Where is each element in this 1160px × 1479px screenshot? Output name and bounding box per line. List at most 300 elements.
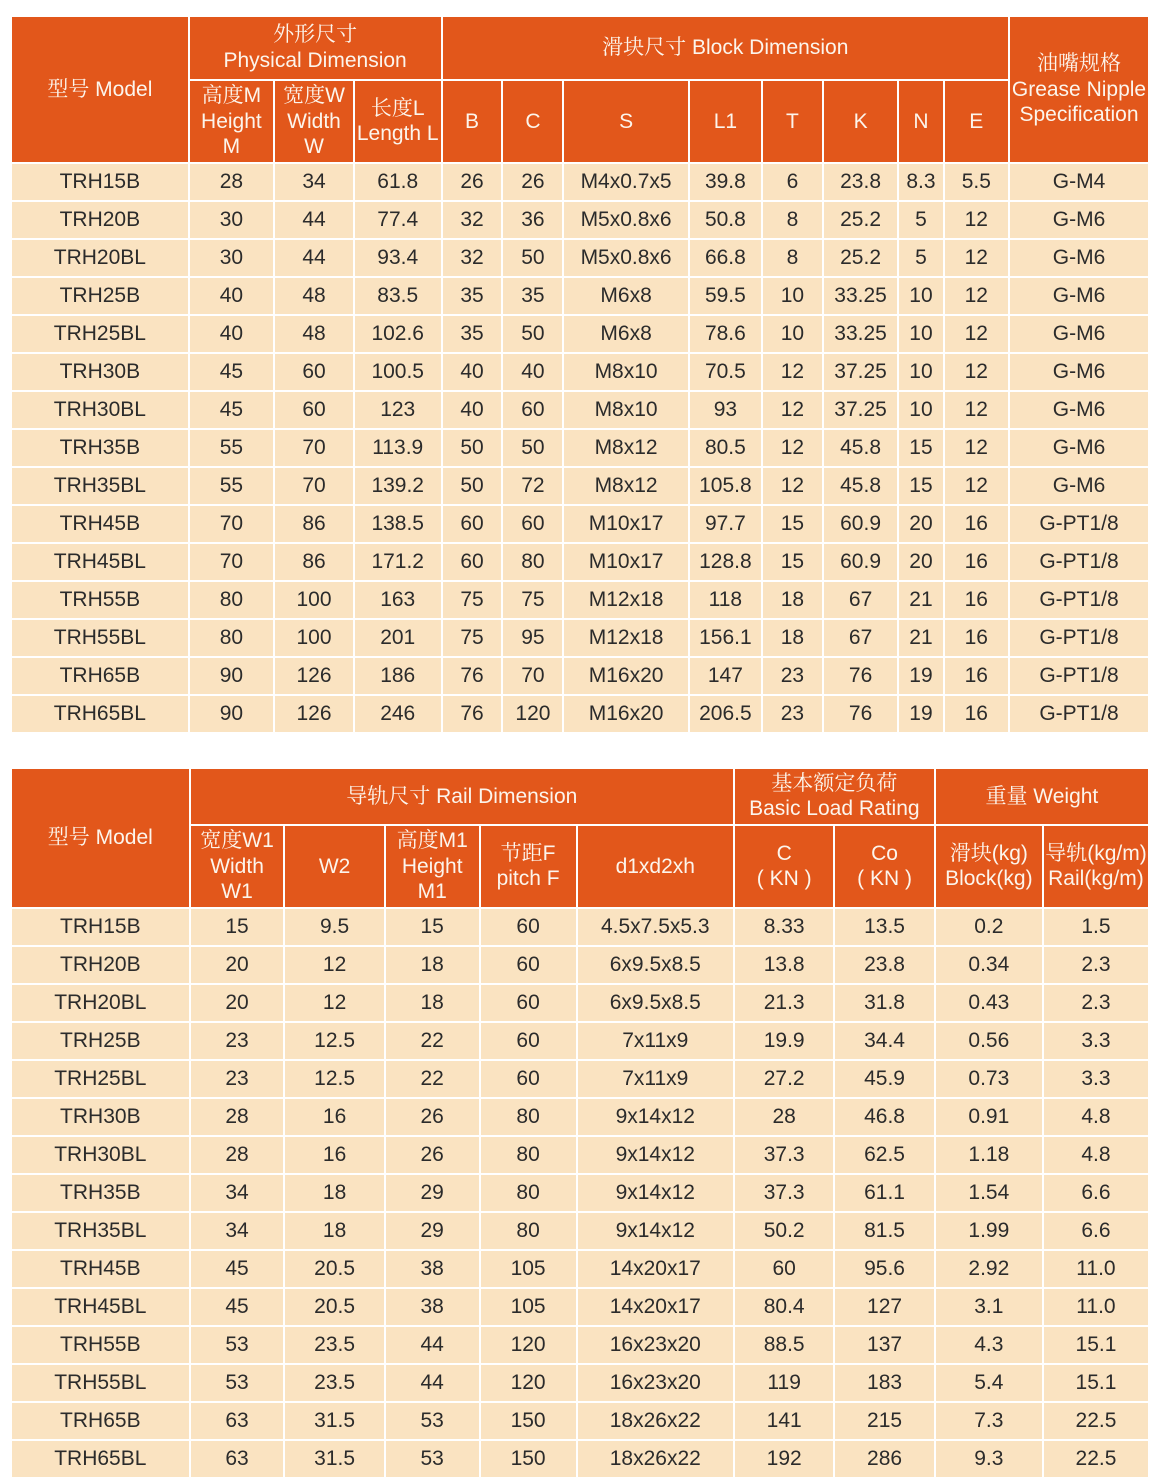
value-cell: 23.5 xyxy=(285,1327,383,1363)
value-cell: 21.3 xyxy=(735,985,833,1021)
grease-nipple-column-header xyxy=(1010,17,1148,162)
grease-en-2: Specification xyxy=(1019,103,1139,127)
value-cell: 20.5 xyxy=(285,1251,383,1287)
value-cell: 61.1 xyxy=(835,1175,933,1211)
basic-load-rating-group-header xyxy=(735,769,934,824)
model-cell: TRH15B xyxy=(12,909,189,945)
value-cell: 29 xyxy=(386,1175,479,1211)
value-cell: 33.25 xyxy=(824,278,897,314)
table-row xyxy=(12,985,1148,1021)
value-cell: 19 xyxy=(899,658,942,694)
value-cell: 19.9 xyxy=(735,1023,833,1059)
value-cell: 20 xyxy=(191,985,284,1021)
value-cell: 3.3 xyxy=(1044,1061,1148,1097)
value-cell: 23 xyxy=(763,658,822,694)
value-cell: 16x23x20 xyxy=(578,1365,733,1401)
value-cell: 61.8 xyxy=(355,164,441,200)
table-row xyxy=(12,430,1148,466)
value-cell: 10 xyxy=(899,392,942,428)
value-cell: 1.5 xyxy=(1044,909,1148,945)
value-cell: 137 xyxy=(835,1327,933,1363)
col-header-b: B xyxy=(443,81,502,162)
value-cell: 60 xyxy=(275,392,353,428)
value-cell: 75 xyxy=(503,582,562,618)
value-cell: 30 xyxy=(190,202,273,238)
value-cell: M5x0.8x6 xyxy=(564,240,687,276)
value-cell: 37.3 xyxy=(735,1175,833,1211)
value-cell: 63 xyxy=(191,1403,284,1439)
value-cell: 8 xyxy=(763,202,822,238)
model-cell: TRH20B xyxy=(12,202,188,238)
grease-en-1: Grease Nipple xyxy=(1011,77,1147,101)
value-cell: 12.5 xyxy=(285,1023,383,1059)
value-cell: 23 xyxy=(191,1061,284,1097)
value-cell: 7x11x9 xyxy=(578,1023,733,1059)
value-cell: G-M6 xyxy=(1010,392,1148,428)
value-cell: 80.5 xyxy=(690,430,761,466)
model-column-header xyxy=(12,17,188,162)
block-dimension-group-header xyxy=(443,17,1008,79)
value-cell: 246 xyxy=(355,696,441,732)
value-cell: 86 xyxy=(275,506,353,542)
value-cell: 86 xyxy=(275,544,353,580)
value-cell: 70 xyxy=(275,468,353,504)
value-cell: 48 xyxy=(275,316,353,352)
value-cell: 31.5 xyxy=(285,1403,383,1439)
value-cell: 26 xyxy=(386,1099,479,1135)
model-cell: TRH15B xyxy=(12,164,188,200)
value-cell: 1.54 xyxy=(936,1175,1042,1211)
value-cell: 9.5 xyxy=(285,909,383,945)
height-m1-column-header: 高度M1 Height M1 xyxy=(386,826,479,907)
table-row xyxy=(12,582,1148,618)
value-cell: 14x20x17 xyxy=(578,1289,733,1325)
value-cell: 2.92 xyxy=(936,1251,1042,1287)
value-cell: 16 xyxy=(945,506,1008,542)
value-cell: 9x14x12 xyxy=(578,1213,733,1249)
value-cell: 15 xyxy=(763,544,822,580)
value-cell: 76 xyxy=(824,658,897,694)
value-cell: 36 xyxy=(503,202,562,238)
value-cell: 12 xyxy=(285,947,383,983)
table-row xyxy=(12,506,1148,542)
value-cell: 45.9 xyxy=(835,1061,933,1097)
value-cell: 77.4 xyxy=(355,202,441,238)
value-cell: 22.5 xyxy=(1044,1403,1148,1439)
value-cell: 25.2 xyxy=(824,240,897,276)
value-cell: 18 xyxy=(386,985,479,1021)
value-cell: 128.8 xyxy=(690,544,761,580)
value-cell: 32 xyxy=(443,202,502,238)
value-cell: 15 xyxy=(899,430,942,466)
table-row xyxy=(12,620,1148,656)
value-cell: 4.5x7.5x5.3 xyxy=(578,909,733,945)
value-cell: 55 xyxy=(190,468,273,504)
value-cell: 13.5 xyxy=(835,909,933,945)
value-cell: 8.3 xyxy=(899,164,942,200)
col-header-c: C xyxy=(503,81,562,162)
value-cell: 4.3 xyxy=(936,1327,1042,1363)
value-cell: M5x0.8x6 xyxy=(564,202,687,238)
value-cell: 28 xyxy=(191,1137,284,1173)
value-cell: 16 xyxy=(945,544,1008,580)
value-cell: 15 xyxy=(386,909,479,945)
col-header-n: N xyxy=(899,81,942,162)
value-cell: 6 xyxy=(763,164,822,200)
value-cell: 5 xyxy=(899,202,942,238)
value-cell: 100 xyxy=(275,582,353,618)
value-cell: 102.6 xyxy=(355,316,441,352)
value-cell: 7.3 xyxy=(936,1403,1042,1439)
block-kg-column-header: 滑块(kg) Block(kg) xyxy=(936,826,1042,907)
value-cell: 53 xyxy=(191,1327,284,1363)
value-cell: 12 xyxy=(763,468,822,504)
value-cell: 80 xyxy=(503,544,562,580)
value-cell: 10 xyxy=(763,316,822,352)
value-cell: M10x17 xyxy=(564,544,687,580)
value-cell: 72 xyxy=(503,468,562,504)
value-cell: 34 xyxy=(191,1175,284,1211)
model-cell: TRH20BL xyxy=(12,985,189,1021)
value-cell: M16x20 xyxy=(564,658,687,694)
value-cell: 11.0 xyxy=(1044,1289,1148,1325)
value-cell: 192 xyxy=(735,1441,833,1477)
value-cell: 19 xyxy=(899,696,942,732)
value-cell: 62.5 xyxy=(835,1137,933,1173)
value-cell: 44 xyxy=(386,1365,479,1401)
value-cell: 60.9 xyxy=(824,506,897,542)
value-cell: 113.9 xyxy=(355,430,441,466)
model-cell: TRH25BL xyxy=(12,316,188,352)
width-w-column-header: 宽度W Width W xyxy=(275,81,353,162)
value-cell: 70 xyxy=(190,506,273,542)
model-cell: TRH45BL xyxy=(12,544,188,580)
value-cell: 60 xyxy=(735,1251,833,1287)
value-cell: 35 xyxy=(443,278,502,314)
table-row xyxy=(12,1403,1148,1439)
value-cell: G-M6 xyxy=(1010,278,1148,314)
model-cell: TRH30BL xyxy=(12,1137,189,1173)
value-cell: M6x8 xyxy=(564,316,687,352)
value-cell: 18 xyxy=(285,1213,383,1249)
value-cell: 60.9 xyxy=(824,544,897,580)
value-cell: 15 xyxy=(899,468,942,504)
value-cell: 45.8 xyxy=(824,468,897,504)
value-cell: 15 xyxy=(191,909,284,945)
col-header-s: S xyxy=(564,81,687,162)
rail-kgm-column-header: 导轨(kg/m) Rail(kg/m) xyxy=(1044,826,1148,907)
model-cell: TRH25B xyxy=(12,1023,189,1059)
value-cell: 75 xyxy=(443,582,502,618)
value-cell: 18 xyxy=(285,1175,383,1211)
value-cell: M8x10 xyxy=(564,354,687,390)
model-header-label: 型号 Model xyxy=(47,77,153,101)
model-cell: TRH65BL xyxy=(12,1441,189,1477)
value-cell: 76 xyxy=(443,658,502,694)
value-cell: 105.8 xyxy=(690,468,761,504)
value-cell: 55 xyxy=(190,430,273,466)
value-cell: 9x14x12 xyxy=(578,1175,733,1211)
value-cell: 40 xyxy=(190,316,273,352)
value-cell: 26 xyxy=(443,164,502,200)
value-cell: 150 xyxy=(481,1403,576,1439)
value-cell: 5 xyxy=(899,240,942,276)
model-cell: TRH65B xyxy=(12,658,188,694)
value-cell: 26 xyxy=(503,164,562,200)
value-cell: 76 xyxy=(824,696,897,732)
value-cell: 80.4 xyxy=(735,1289,833,1325)
value-cell: 60 xyxy=(443,506,502,542)
value-cell: G-M6 xyxy=(1010,468,1148,504)
value-cell: 34 xyxy=(275,164,353,200)
value-cell: 2.3 xyxy=(1044,985,1148,1021)
length-l-column-header: 长度L Length L xyxy=(355,81,441,162)
value-cell: 76 xyxy=(443,696,502,732)
value-cell: 12 xyxy=(945,202,1008,238)
value-cell: 75 xyxy=(443,620,502,656)
value-cell: 120 xyxy=(481,1327,576,1363)
value-cell: 35 xyxy=(443,316,502,352)
value-cell: 12 xyxy=(945,240,1008,276)
value-cell: 83.5 xyxy=(355,278,441,314)
value-cell: 18 xyxy=(763,582,822,618)
value-cell: 28 xyxy=(191,1099,284,1135)
value-cell: G-PT1/8 xyxy=(1010,658,1148,694)
table-row xyxy=(12,1175,1148,1211)
rail-dimension-label: 导轨尺寸 Rail Dimension xyxy=(346,784,578,808)
value-cell: 63 xyxy=(191,1441,284,1477)
value-cell: 40 xyxy=(443,354,502,390)
value-cell: G-PT1/8 xyxy=(1010,582,1148,618)
value-cell: 11.0 xyxy=(1044,1251,1148,1287)
value-cell: 50 xyxy=(443,430,502,466)
value-cell: 60 xyxy=(481,947,576,983)
value-cell: 10 xyxy=(899,278,942,314)
weight-label: 重量 Weight xyxy=(985,784,1099,808)
value-cell: M16x20 xyxy=(564,696,687,732)
value-cell: 15.1 xyxy=(1044,1327,1148,1363)
model-cell: TRH25BL xyxy=(12,1061,189,1097)
value-cell: 48 xyxy=(275,278,353,314)
value-cell: 80 xyxy=(190,582,273,618)
value-cell: M12x18 xyxy=(564,582,687,618)
value-cell: 6.6 xyxy=(1044,1175,1148,1211)
model-cell: TRH55B xyxy=(12,1327,189,1363)
value-cell: 118 xyxy=(690,582,761,618)
value-cell: 40 xyxy=(443,392,502,428)
value-cell: 4.8 xyxy=(1044,1137,1148,1173)
value-cell: M8x12 xyxy=(564,468,687,504)
value-cell: 59.5 xyxy=(690,278,761,314)
pitch-f-column-header: 节距F pitch F xyxy=(481,826,576,907)
value-cell: 147 xyxy=(690,658,761,694)
value-cell: 12.5 xyxy=(285,1061,383,1097)
model-cell: TRH20B xyxy=(12,947,189,983)
value-cell: 100.5 xyxy=(355,354,441,390)
value-cell: 50 xyxy=(503,240,562,276)
value-cell: 53 xyxy=(191,1365,284,1401)
value-cell: 50.8 xyxy=(690,202,761,238)
table-row xyxy=(12,1365,1148,1401)
value-cell: 16 xyxy=(945,658,1008,694)
physical-dimension-en: Physical Dimension xyxy=(223,49,407,72)
value-cell: 16x23x20 xyxy=(578,1327,733,1363)
value-cell: 16 xyxy=(945,696,1008,732)
model-header-label: 型号 Model xyxy=(47,826,153,850)
value-cell: M8x10 xyxy=(564,392,687,428)
value-cell: G-PT1/8 xyxy=(1010,544,1148,580)
value-cell: 60 xyxy=(503,506,562,542)
value-cell: 95.6 xyxy=(835,1251,933,1287)
physical-dimension-zh: 外形尺寸 xyxy=(273,23,358,47)
value-cell: 4.8 xyxy=(1044,1099,1148,1135)
col-header-l1: L1 xyxy=(690,81,761,162)
value-cell: 7x11x9 xyxy=(578,1061,733,1097)
model-cell: TRH65B xyxy=(12,1403,189,1439)
value-cell: 30 xyxy=(190,240,273,276)
value-cell: 138.5 xyxy=(355,506,441,542)
value-cell: 100 xyxy=(275,620,353,656)
table-row xyxy=(12,202,1148,238)
d1xd2xh-column-header: d1xd2xh xyxy=(578,826,733,907)
w2-column-header: W2 xyxy=(285,826,383,907)
value-cell: 32 xyxy=(443,240,502,276)
value-cell: 90 xyxy=(190,658,273,694)
value-cell: 23.8 xyxy=(835,947,933,983)
value-cell: 16 xyxy=(945,582,1008,618)
table-row xyxy=(12,1213,1148,1249)
value-cell: 50 xyxy=(443,468,502,504)
model-cell: TRH55BL xyxy=(12,620,188,656)
value-cell: 6.6 xyxy=(1044,1213,1148,1249)
value-cell: 28 xyxy=(190,164,273,200)
value-cell: 150 xyxy=(481,1441,576,1477)
value-cell: 1.99 xyxy=(936,1213,1042,1249)
value-cell: 40 xyxy=(190,278,273,314)
value-cell: 9x14x12 xyxy=(578,1137,733,1173)
value-cell: 18x26x22 xyxy=(578,1403,733,1439)
value-cell: 119 xyxy=(735,1365,833,1401)
value-cell: 14x20x17 xyxy=(578,1251,733,1287)
table-row xyxy=(12,164,1148,200)
value-cell: 88.5 xyxy=(735,1327,833,1363)
value-cell: 38 xyxy=(386,1289,479,1325)
table-row xyxy=(12,1441,1148,1477)
physical-dimension-group-header xyxy=(190,17,441,79)
col-header-k: K xyxy=(824,81,897,162)
value-cell: 5.5 xyxy=(945,164,1008,200)
value-cell: 45 xyxy=(191,1289,284,1325)
value-cell: 38 xyxy=(386,1251,479,1287)
table-row xyxy=(12,1289,1148,1325)
table-row xyxy=(12,468,1148,504)
load-rating-en: Basic Load Rating xyxy=(749,797,920,821)
value-cell: 78.6 xyxy=(690,316,761,352)
value-cell: 3.3 xyxy=(1044,1023,1148,1059)
value-cell: 8 xyxy=(763,240,822,276)
table-row xyxy=(12,696,1148,732)
value-cell: 34 xyxy=(191,1213,284,1249)
value-cell: 163 xyxy=(355,582,441,618)
block-dimension-label: 滑块尺寸 Block Dimension xyxy=(602,36,849,60)
value-cell: 28 xyxy=(735,1099,833,1135)
c-kn-column-header: C ( KN ) xyxy=(735,826,833,907)
value-cell: 22.5 xyxy=(1044,1441,1148,1477)
value-cell: 6x9.5x8.5 xyxy=(578,985,733,1021)
value-cell: 206.5 xyxy=(690,696,761,732)
value-cell: 93 xyxy=(690,392,761,428)
value-cell: 12 xyxy=(945,316,1008,352)
value-cell: 10 xyxy=(899,354,942,390)
value-cell: 81.5 xyxy=(835,1213,933,1249)
model-cell: TRH30B xyxy=(12,1099,189,1135)
value-cell: 37.3 xyxy=(735,1137,833,1173)
value-cell: 12 xyxy=(285,985,383,1021)
value-cell: 80 xyxy=(190,620,273,656)
model-cell: TRH35B xyxy=(12,1175,189,1211)
model-cell: TRH55B xyxy=(12,582,188,618)
value-cell: 40 xyxy=(503,354,562,390)
value-cell: 23 xyxy=(191,1023,284,1059)
value-cell: 139.2 xyxy=(355,468,441,504)
value-cell: 67 xyxy=(824,620,897,656)
value-cell: 50.2 xyxy=(735,1213,833,1249)
model-cell: TRH65BL xyxy=(12,696,188,732)
value-cell: 35 xyxy=(503,278,562,314)
value-cell: 66.8 xyxy=(690,240,761,276)
value-cell: 31.5 xyxy=(285,1441,383,1477)
value-cell: 70.5 xyxy=(690,354,761,390)
value-cell: 53 xyxy=(386,1403,479,1439)
value-cell: 45 xyxy=(190,392,273,428)
value-cell: 12 xyxy=(945,468,1008,504)
value-cell: 60 xyxy=(481,1061,576,1097)
value-cell: 8.33 xyxy=(735,909,833,945)
block-dimension-table xyxy=(10,15,1150,734)
value-cell: 10 xyxy=(763,278,822,314)
value-cell: 80 xyxy=(481,1175,576,1211)
value-cell: 0.2 xyxy=(936,909,1042,945)
table-row xyxy=(12,392,1148,428)
value-cell: 70 xyxy=(190,544,273,580)
table-row xyxy=(12,1099,1148,1135)
value-cell: 0.91 xyxy=(936,1099,1042,1135)
value-cell: 120 xyxy=(503,696,562,732)
value-cell: G-M4 xyxy=(1010,164,1148,200)
value-cell: 9.3 xyxy=(936,1441,1042,1477)
value-cell: 95 xyxy=(503,620,562,656)
width-w1-column-header: 宽度W1 Width W1 xyxy=(191,826,284,907)
value-cell: 127 xyxy=(835,1289,933,1325)
value-cell: G-PT1/8 xyxy=(1010,506,1148,542)
value-cell: 29 xyxy=(386,1213,479,1249)
value-cell: 10 xyxy=(899,316,942,352)
value-cell: 23.8 xyxy=(824,164,897,200)
value-cell: 9x14x12 xyxy=(578,1099,733,1135)
value-cell: 45 xyxy=(190,354,273,390)
value-cell: 70 xyxy=(503,658,562,694)
value-cell: 37.25 xyxy=(824,392,897,428)
value-cell: 3.1 xyxy=(936,1289,1042,1325)
value-cell: 0.34 xyxy=(936,947,1042,983)
value-cell: 60 xyxy=(503,392,562,428)
value-cell: 12 xyxy=(945,430,1008,466)
value-cell: 80 xyxy=(481,1137,576,1173)
value-cell: 141 xyxy=(735,1403,833,1439)
value-cell: 80 xyxy=(481,1099,576,1135)
value-cell: 12 xyxy=(763,430,822,466)
value-cell: 21 xyxy=(899,582,942,618)
